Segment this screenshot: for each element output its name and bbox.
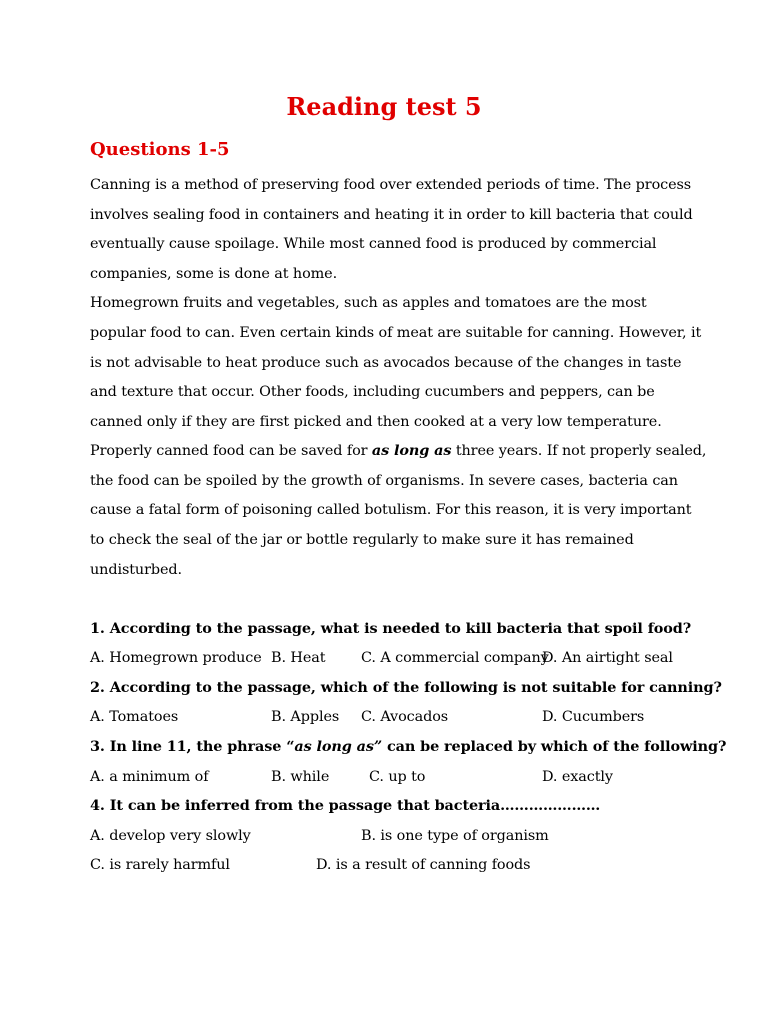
question-text [90,737,726,757]
question-text-part: can be replaced by which of the following? [382,738,727,755]
question-text: 2. According to the passage, which of the following is not suitable for canning? [90,679,722,696]
passage-line: eventually cause spoilage. While most canned food is produced by commercial [90,236,657,252]
option-c: C. Avocados [361,709,449,725]
passage-text: three years. If not properly sealed, [451,443,707,459]
option-d: D. Cucumbers [542,709,645,725]
passage-line: undisturbed. [90,562,182,578]
option-c: C. is rarely harmful [90,857,230,873]
option-c: C. A commercial company [361,650,549,666]
passage-line: cause a fatal form of poisoning called botulism. For this reason, it is very important [90,502,692,518]
option-b: B. is one type of organism [361,828,549,844]
option-a: A. a minimum of [90,769,209,785]
question-text: 4. It can be inferred from the passage that bacteria………………… [90,797,601,814]
passage-line: the food can be spoiled by the growth of organisms. In severe cases, bacteria can [90,473,678,489]
emphasized-phrase: as long as” [294,738,383,755]
passage-line [90,441,706,461]
passage-line: Homegrown fruits and vegetables, such as apples and tomatoes are the most [90,295,647,311]
passage-line: popular food to can. Even certain kinds of meat are suitable for canning. However, it [90,325,702,341]
question-text: 1. According to the passage, what is needed to kill bacteria that spoil food? [90,620,692,637]
option-b: B. while [271,769,330,785]
option-b: B. Heat [271,650,326,666]
page-title: Reading test 5 [286,92,482,121]
question-text-part: 3. In line 11, the phrase “ [90,738,295,755]
option-d: D. An airtight seal [542,650,673,666]
option-a: A. develop very slowly [90,828,251,844]
option-d: D. exactly [542,769,613,785]
passage-line: is not advisable to heat produce such as avocados because of the changes in taste [90,355,682,371]
passage-line: and texture that occur. Other foods, including cucumbers and peppers, can be [90,384,655,400]
passage-line: companies, some is done at home. [90,266,338,282]
passage-text: Properly canned food can be saved for [90,443,372,459]
option-d: D. is a result of canning foods [316,857,531,873]
emphasized-phrase: as long as [371,442,452,459]
option-b: B. Apples [271,709,340,725]
section-heading: Questions 1-5 [90,139,230,160]
option-c: C. up to [369,769,426,785]
passage-line: to check the seal of the jar or bottle regularly to make sure it has remained [90,532,634,548]
passage-line: involves sealing food in containers and heating it in order to kill bacteria that could [90,207,693,223]
passage-line: Canning is a method of preserving food over extended periods of time. The process [90,177,692,193]
option-a: A. Tomatoes [90,709,179,725]
passage-line: canned only if they are first picked and then cooked at a very low temperature. [90,414,662,430]
option-a: A. Homegrown produce [90,650,262,666]
